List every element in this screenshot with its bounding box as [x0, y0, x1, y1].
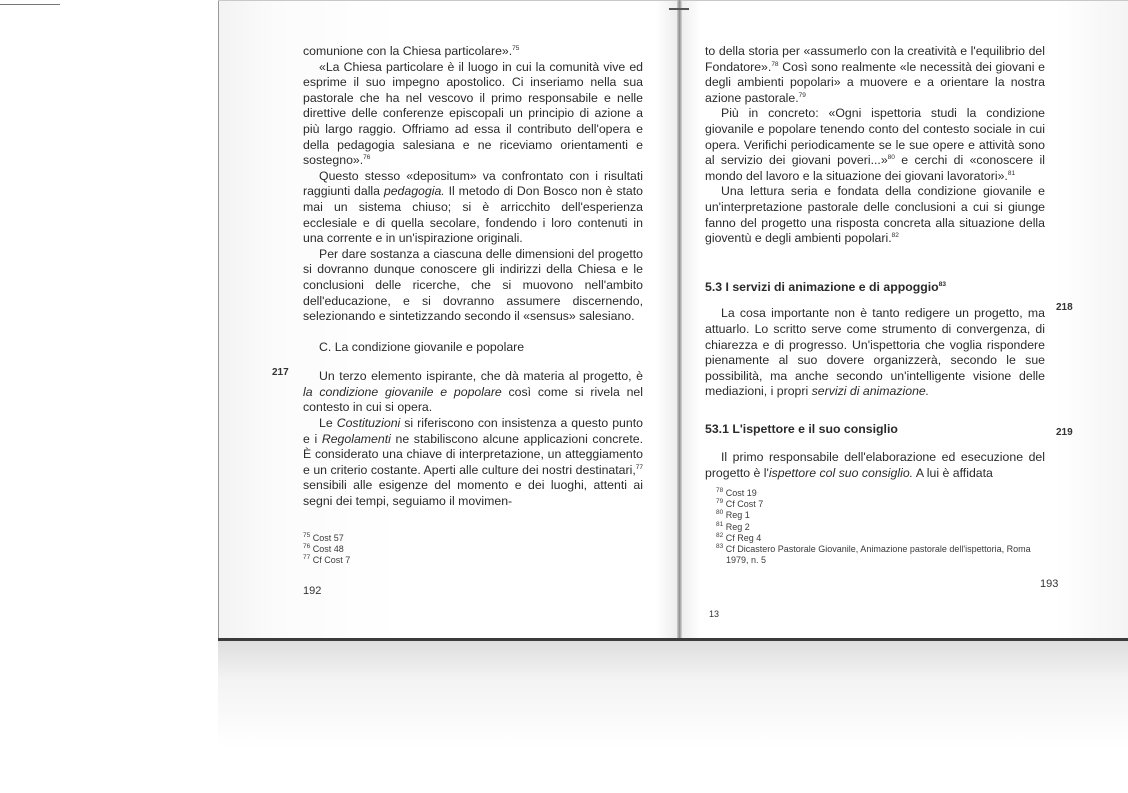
- scan-edge-line: [0, 4, 60, 5]
- paragraph: [705, 184, 1045, 246]
- left-page-body: [303, 44, 643, 510]
- footnote: [716, 499, 1046, 510]
- italic-run: servizi di animazione.: [811, 384, 930, 399]
- text-run: e cerchi di «conoscere il mondo del lavoro e la situazione dei giovani lavoratori».: [705, 153, 1045, 183]
- italic-run: pedagogia.: [383, 184, 445, 199]
- text-run: Il metodo di Don Bosco non è stato mai un sistema chiuso; si è arricchito dell'esperienza ecclesiale e di quella secolare, fondendo i loro contenuti in una corrente e in un'ispirazione originali.: [303, 184, 644, 246]
- text-run: si riferiscono con insistenza a questo punto e i: [303, 416, 643, 446]
- page-number-right: 193: [1040, 578, 1059, 590]
- footnote: [716, 522, 1046, 533]
- margin-number-217: 217: [272, 367, 289, 378]
- text-run: to della storia per «assumerlo con la creatività e l'equilibrio del Fondatore».: [705, 44, 1045, 74]
- footnote-text: Cf Reg 4: [725, 532, 762, 543]
- footnote-number: 80: [716, 509, 724, 517]
- footnote-text: Cost 48: [312, 544, 344, 555]
- signature-mark: 13: [709, 609, 720, 619]
- paragraph: [705, 44, 1045, 106]
- paragraph: [303, 247, 643, 325]
- heading-5-3-note: 83: [938, 280, 946, 288]
- text-run: Una lettura seria e fondata della condizione giovanile e un'interpretazione pastorale delle conclusioni a cui si giunge fanno del progetto una risposta concreta alla situazione della gioventù e degli ambienti popolari.: [705, 184, 1045, 246]
- heading-5-3-text: 5.3 I servizi di animazione e di appoggio: [705, 279, 939, 294]
- footnote-number: 75: [303, 532, 311, 539]
- text-run: Per dare sostanza a ciascuna delle dimensioni del progetto si dovranno dunque conoscere gli indirizzi della Chiesa e le conclusioni delle ricerche, che si muovono nell'ambito dell'educazione, e si dovranno assumere discernendo, selezionando e sintetizzando secondo il «sensus» salesiano.: [303, 246, 643, 324]
- footnote-number: 83: [716, 543, 724, 551]
- footnote-ref: 82: [891, 232, 899, 240]
- scan-shadow: [218, 641, 1128, 793]
- left-paragraphs-a: [303, 44, 643, 325]
- right-footnotes: [716, 488, 1046, 566]
- gutter-mark: [669, 8, 689, 10]
- right-paragraphs-a: [705, 44, 1045, 247]
- italic-run: ispettore col suo consiglio.: [768, 466, 914, 481]
- right-page-body: [705, 44, 1045, 482]
- italic-run: Costituzioni: [336, 416, 401, 431]
- text-run: «La Chiesa particolare è il luogo in cui la comunità vive ed esprime il suo impegno apostolico. Ci inseriamo nella sua pastorale che ha nel vescovo il primo responsabile e nelle direttive delle conferenze episcopali un principio di azione a più largo raggio. Offriamo ad essa il contributo dell'opera e della pedagogia salesiana e ne riceviamo orientamenti e sostegno».: [303, 59, 643, 168]
- footnote: [716, 510, 1046, 521]
- footnote-number: 82: [716, 531, 724, 539]
- footnote-ref: 79: [798, 91, 806, 99]
- footnote: [303, 555, 643, 566]
- footnote-number: 81: [716, 520, 724, 528]
- paragraph: [303, 60, 643, 169]
- paragraph: [303, 416, 643, 510]
- text-run: Più in concreto: «Ogni ispettoria studi la condizione giovanile e popolare tenendo conto del contesto sociale in cui opera. Verifichi periodicamente se le sue opere e attività sono al servizio dei giovani poveri...»: [705, 106, 1045, 168]
- footnote: [303, 533, 643, 544]
- text-run: Il primo responsabile dell'elaborazione ed esecuzione del progetto è l': [705, 450, 1045, 481]
- left-paragraphs-b: [303, 369, 643, 509]
- paragraph-219: [705, 450, 1045, 481]
- footnote-ref: 80: [887, 154, 895, 162]
- margin-number-218: 218: [1056, 302, 1073, 313]
- footnote: [716, 533, 1046, 544]
- spread-top-edge: [218, 0, 1128, 1]
- text-run: Questo stesso «depositum» va confrontato con i risultati raggiunti dalla: [303, 168, 643, 199]
- text-run: A lui è affidata: [913, 466, 993, 481]
- paragraph: [705, 306, 1045, 400]
- italic-run: la condizione giovanile e popolare: [303, 384, 502, 399]
- footnote-text: Cf Cost 7: [725, 499, 764, 510]
- page-number-left: 192: [303, 585, 322, 597]
- paragraph: [303, 44, 643, 60]
- footnote-ref: 81: [1007, 169, 1016, 177]
- paragraph: [705, 450, 1045, 481]
- paragraph: [303, 169, 643, 247]
- footnote-ref: 78: [771, 60, 779, 68]
- italic-run: Regolamenti: [321, 431, 391, 446]
- text-run: comunione con la Chiesa particolare».: [303, 44, 513, 58]
- text-run: La cosa importante non è tanto redigere un progetto, ma attuarlo. Lo scritto serve come strumento di convergenza, di chiarezza e di progresso. Un'ispettoria che voglia rispondere pienamente al suo dovere organizzerà, secondo le sue possibilità, ma anche secondo un'intelligente visione delle mediazioni, i propri: [705, 306, 1045, 399]
- footnote-text: Cost 57: [312, 533, 344, 543]
- left-footnotes: [303, 533, 643, 567]
- footnote-number: 76: [303, 543, 311, 551]
- footnote-text: Cf Cost 7: [312, 555, 351, 566]
- paragraph: [705, 106, 1045, 184]
- paragraph: [303, 369, 643, 416]
- footnote-number: 79: [716, 498, 724, 506]
- section-heading-5-3: [705, 280, 1045, 296]
- footnote: [303, 544, 643, 555]
- text-run: così come si rivela nel contesto in cui si opera.: [303, 384, 643, 415]
- footnote: [716, 544, 1046, 566]
- footnote: [716, 488, 1046, 499]
- footnote-ref: 77: [635, 463, 643, 471]
- footnote-text: Reg 1: [725, 510, 750, 521]
- section-heading-53-1: 53.1 L'ispettore e il suo consiglio: [705, 421, 898, 436]
- footnote-text: Cf Dicastero Pastorale Giovanile, Animazione pastorale dell'ispettoria, Roma 1979, n. 5: [725, 544, 1031, 566]
- footnote-ref: 76: [363, 154, 371, 162]
- text-run: Così sono realmente «le necessità dei giovani e degli ambienti popolari» a muovere e a orientare la nostra azione pastorale.: [705, 59, 1045, 105]
- text-run: Un terzo elemento ispirante, che dà materia al progetto, è: [319, 369, 643, 384]
- text-run: ne stabiliscono alcune applicazioni concrete. È considerato una chiave di interpretazione, un atteggiamento e un criterio costante. Aperti alle culture dei nostri destinatari,: [303, 431, 644, 477]
- footnote-text: Reg 2: [725, 521, 750, 532]
- text-run: sensibili alle esigenze del momento e dei luoghi, attenti ai segni dei tempi, seguiamo il movimen-: [303, 478, 643, 509]
- footnote-number: 77: [303, 554, 311, 562]
- book-gutter: [677, 0, 682, 640]
- margin-number-219: 219: [1056, 427, 1073, 438]
- section-title: C. La condizione giovanile e popolare: [319, 339, 525, 354]
- footnote-number: 78: [716, 487, 724, 494]
- footnote-text: Cost 19: [725, 488, 757, 498]
- paragraph-218: [705, 306, 1045, 400]
- footnote-ref: 75: [512, 44, 520, 52]
- text-run: Le: [319, 416, 337, 431]
